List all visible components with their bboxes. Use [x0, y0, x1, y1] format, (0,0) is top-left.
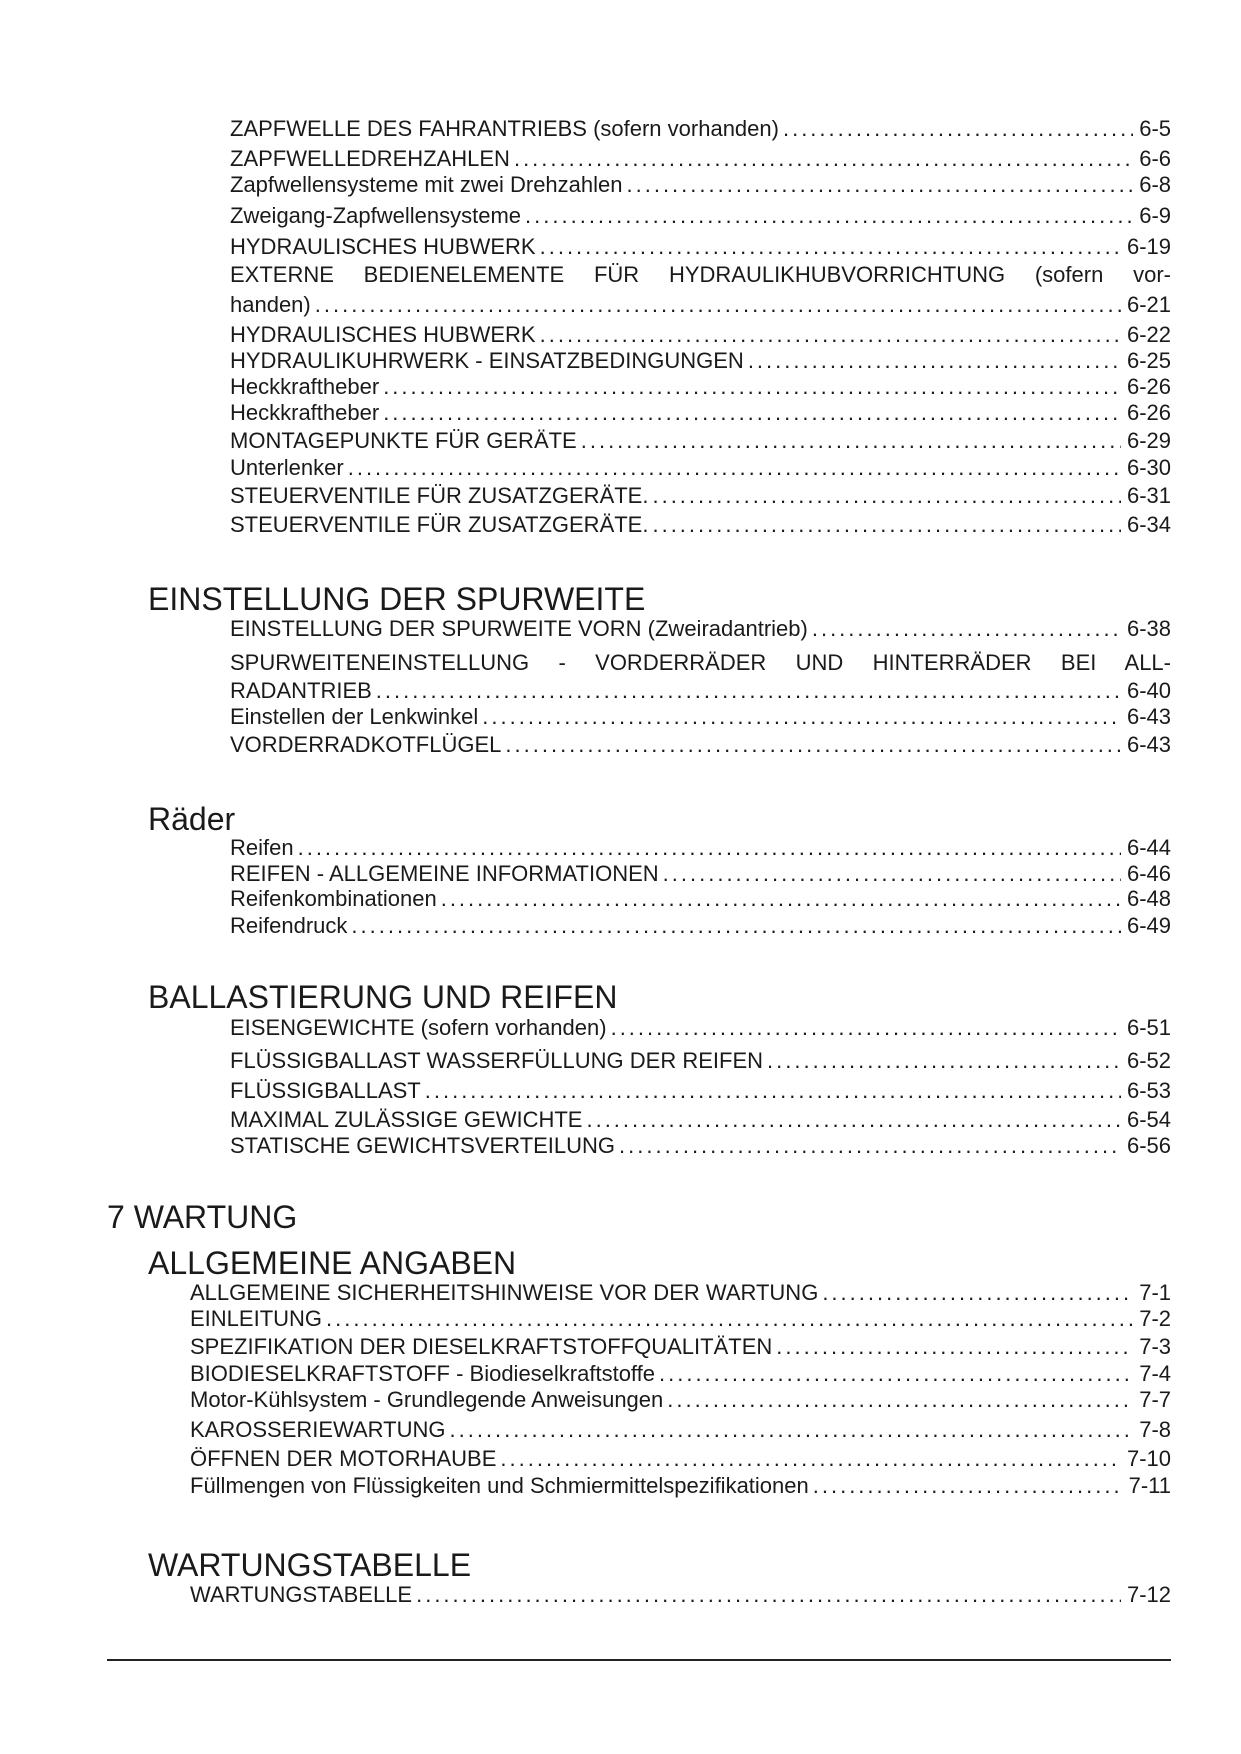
toc-entry[interactable]	[230, 732, 1171, 758]
dot-leader	[627, 172, 1134, 198]
toc-entry-page: 7-4	[1139, 1361, 1171, 1386]
toc-entry-page: 6-53	[1126, 1078, 1171, 1103]
toc-entry-page: 6-30	[1126, 455, 1171, 480]
toc-entry-page: 7-1	[1139, 1280, 1171, 1305]
toc-entry-page: 7-10	[1126, 1446, 1171, 1471]
toc-entry-title: BIODIESELKRAFTSTOFF - Biodieselkraftstoffe	[190, 1361, 655, 1386]
toc-entry-page: 6-31	[1126, 483, 1171, 508]
dot-leader	[500, 1446, 1121, 1472]
toc-entry[interactable]	[230, 886, 1171, 912]
dot-leader	[348, 455, 1121, 481]
toc-entry[interactable]	[230, 1107, 1171, 1133]
toc-entry-page: 6-5	[1139, 116, 1171, 141]
toc-entry-title: ZAPFWELLEDREHZAHLEN	[230, 146, 510, 171]
toc-entry[interactable]	[230, 348, 1171, 374]
toc-entry[interactable]	[230, 616, 1171, 642]
dot-leader	[822, 1280, 1133, 1306]
toc-entry-title: Zweigang-Zapfwellensysteme	[230, 203, 522, 228]
dot-leader	[540, 234, 1121, 260]
toc-entry-title: Zapfwellensysteme mit zwei Drehzahlen	[230, 172, 623, 197]
toc-entry-title: REIFEN - ALLGEMEINE INFORMATIONEN	[230, 861, 659, 886]
dot-leader	[525, 203, 1133, 229]
toc-entry-title: Reifenkombinationen	[230, 886, 437, 911]
toc-entry-page: 6-40	[1126, 678, 1171, 703]
dot-leader	[783, 116, 1133, 142]
toc-entry-page: 6-9	[1139, 203, 1171, 228]
dot-leader	[425, 1078, 1121, 1104]
dot-leader	[326, 1306, 1133, 1332]
toc-entry[interactable]	[230, 913, 1171, 939]
toc-entry[interactable]	[230, 234, 1171, 260]
toc-entry[interactable]	[230, 512, 1171, 538]
toc-entry[interactable]	[230, 455, 1171, 481]
toc-entry[interactable]	[230, 704, 1171, 730]
toc-entry-title: HYDRAULISCHES HUBWERK	[230, 322, 536, 347]
toc-entry-page: 6-34	[1126, 512, 1171, 537]
dot-leader	[514, 146, 1133, 172]
dot-leader	[351, 913, 1121, 939]
dot-leader	[748, 348, 1121, 374]
toc-entry[interactable]	[230, 1015, 1171, 1041]
toc-entry-title: ALLGEMEINE SICHERHEITSHINWEISE VOR DER WARTUNG	[190, 1280, 819, 1305]
toc-entry-page: 7-8	[1139, 1417, 1171, 1442]
toc-entry-page: 6-49	[1126, 913, 1171, 938]
toc-entry-page: 6-54	[1126, 1107, 1171, 1132]
toc-entry-page: 6-48	[1126, 886, 1171, 911]
toc-entry[interactable]	[230, 483, 1171, 509]
toc-entry-page: 7-7	[1139, 1387, 1171, 1412]
dot-leader	[652, 483, 1120, 509]
toc-entry-title: HYDRAULISCHES HUBWERK	[230, 234, 536, 259]
toc-entry[interactable]	[190, 1446, 1171, 1472]
toc-entry[interactable]	[230, 1133, 1171, 1159]
toc-entry-page: 6-29	[1126, 428, 1171, 453]
toc-entry-title-line1[interactable]: SPURWEITENEINSTELLUNG - VORDERRÄDER UND HINTERRÄDER BEI ALL-	[230, 650, 1171, 675]
toc-entry-title: EISENGEWICHTE (sofern vorhanden)	[230, 1015, 607, 1040]
section-heading[interactable]: WARTUNGSTABELLE	[148, 1547, 472, 1583]
toc-entry[interactable]	[230, 116, 1171, 142]
toc-entry[interactable]	[230, 1078, 1171, 1104]
toc-entry-page: 6-6	[1139, 146, 1171, 171]
toc-entry-page: 7-12	[1126, 1582, 1171, 1607]
dot-leader	[383, 374, 1121, 400]
toc-entry[interactable]	[230, 172, 1171, 198]
toc-entry[interactable]	[230, 861, 1171, 887]
toc-entry[interactable]	[190, 1417, 1171, 1443]
toc-entry-title: MAXIMAL ZULÄSSIGE GEWICHTE	[230, 1107, 583, 1132]
toc-entry[interactable]	[190, 1334, 1171, 1360]
toc-entry-page: 6-25	[1126, 348, 1171, 373]
toc-entry[interactable]	[190, 1582, 1171, 1608]
toc-entry[interactable]	[230, 292, 1171, 318]
section-heading[interactable]: BALLASTIERUNG UND REIFEN	[148, 979, 618, 1015]
toc-entry-title: Einstellen der Lenkwinkel	[230, 704, 479, 729]
chapter-heading[interactable]: 7 WARTUNG	[107, 1199, 298, 1235]
toc-entry-title: Motor-Kühlsystem - Grundlegende Anweisungen	[190, 1387, 664, 1412]
toc-entry-page: 6-21	[1126, 292, 1171, 317]
dot-leader	[376, 678, 1121, 704]
toc-entry-title: STEUERVENTILE FÜR ZUSATZGERÄTE.	[230, 483, 649, 508]
toc-entry-page: 6-26	[1126, 374, 1171, 399]
dot-leader	[659, 1361, 1133, 1387]
toc-entry-page: 6-26	[1126, 400, 1171, 425]
dot-leader	[813, 1473, 1123, 1499]
toc-entry-title: EINLEITUNG	[190, 1306, 323, 1331]
toc-entry-page: 6-38	[1126, 616, 1171, 641]
toc-entry[interactable]	[230, 835, 1171, 861]
toc-entry-page: 6-22	[1126, 322, 1171, 347]
dot-leader	[611, 1015, 1121, 1041]
toc-entry[interactable]	[190, 1306, 1171, 1332]
toc-entry[interactable]	[190, 1473, 1171, 1499]
toc-entry-page: 6-51	[1126, 1015, 1171, 1040]
toc-entry[interactable]	[230, 428, 1171, 454]
toc-entry-title: handen)	[230, 292, 311, 317]
dot-leader	[449, 1417, 1133, 1443]
toc-entry-page: 7-3	[1139, 1334, 1171, 1359]
toc-entry[interactable]	[190, 1361, 1171, 1387]
dot-leader	[416, 1582, 1121, 1608]
dot-leader	[482, 704, 1121, 730]
footer-rule	[107, 1659, 1171, 1661]
toc-entry[interactable]	[230, 146, 1171, 172]
toc-entry-title: STATISCHE GEWICHTSVERTEILUNG	[230, 1133, 616, 1158]
dot-leader	[540, 322, 1121, 348]
dot-leader	[776, 1334, 1133, 1360]
toc-entry-page: 6-56	[1126, 1133, 1171, 1158]
toc-entry-page: 6-43	[1126, 732, 1171, 757]
toc-entry[interactable]	[230, 1048, 1171, 1074]
dot-leader	[619, 1133, 1121, 1159]
toc-entry-page: 6-44	[1126, 835, 1171, 860]
toc-entry-title: FLÜSSIGBALLAST	[230, 1078, 421, 1103]
toc-entry-title: Reifendruck	[230, 913, 348, 938]
toc-entry-title: HYDRAULIKUHRWERK - EINSATZBEDINGUNGEN	[230, 348, 744, 373]
toc-entry-page: 7-11	[1128, 1473, 1171, 1498]
toc-entry-page: 7-2	[1139, 1306, 1171, 1331]
toc-entry-page: 6-46	[1126, 861, 1171, 886]
dot-leader	[767, 1048, 1121, 1074]
toc-entry[interactable]	[230, 322, 1171, 348]
dot-leader	[581, 428, 1121, 454]
toc-entry-title: MONTAGEPUNKTE FÜR GERÄTE	[230, 428, 577, 453]
toc-entry-title: FLÜSSIGBALLAST WASSERFÜLLUNG DER REIFEN	[230, 1048, 764, 1073]
dot-leader	[505, 732, 1121, 758]
toc-entry-page: 6-8	[1139, 172, 1171, 197]
dot-leader	[298, 835, 1121, 861]
dot-leader	[586, 1107, 1120, 1133]
toc-entry-title: KAROSSERIEWARTUNG	[190, 1417, 446, 1442]
section-heading[interactable]: ALLGEMEINE ANGABEN	[148, 1245, 517, 1281]
toc-entry-title: ZAPFWELLE DES FAHRANTRIEBS (sofern vorhanden)	[230, 116, 779, 141]
dot-leader	[652, 512, 1120, 538]
toc-entry-title: Heckkraftheber	[230, 374, 380, 399]
toc-entry-page: 6-43	[1126, 704, 1171, 729]
toc-entry-title: ÖFFNEN DER MOTORHAUBE	[190, 1446, 497, 1471]
toc-entry-title: WARTUNGSTABELLE	[190, 1582, 413, 1607]
dot-leader	[663, 861, 1121, 887]
toc-entry[interactable]	[230, 678, 1171, 704]
toc-entry[interactable]	[230, 400, 1171, 426]
toc-entry-title: EINSTELLUNG DER SPURWEITE VORN (Zweiradantrieb)	[230, 616, 808, 641]
dot-leader	[383, 400, 1121, 426]
dot-leader	[441, 886, 1121, 912]
toc-entry[interactable]	[190, 1387, 1171, 1413]
toc-entry[interactable]	[190, 1280, 1171, 1306]
toc-entry-title: STEUERVENTILE FÜR ZUSATZGERÄTE.	[230, 512, 649, 537]
toc-entry-title: Reifen	[230, 835, 294, 860]
dot-leader	[315, 292, 1121, 318]
section-heading[interactable]: Räder	[148, 801, 236, 837]
dot-leader	[812, 616, 1121, 642]
toc-entry-title: Unterlenker	[230, 455, 344, 480]
toc-entry[interactable]	[230, 203, 1171, 229]
toc-entry-title: RADANTRIEB	[230, 678, 372, 703]
toc-entry-title: SPEZIFIKATION DER DIESELKRAFTSTOFFQUALITÄTEN	[190, 1334, 773, 1359]
toc-entry-title: Heckkraftheber	[230, 400, 380, 425]
toc-entry-title: VORDERRADKOTFLÜGEL	[230, 732, 502, 757]
dot-leader	[667, 1387, 1133, 1413]
toc-entry[interactable]	[230, 374, 1171, 400]
toc-entry-title: Füllmengen von Flüssigkeiten und Schmiermittelspezifikationen	[190, 1473, 809, 1498]
section-heading[interactable]: EINSTELLUNG DER SPURWEITE	[148, 581, 646, 617]
toc-entry-title-line1[interactable]: EXTERNE BEDIENELEMENTE FÜR HYDRAULIKHUBVORRICHTUNG (sofern vor-	[230, 262, 1171, 287]
toc-entry-page: 6-19	[1126, 234, 1171, 259]
toc-entry-page: 6-52	[1126, 1048, 1171, 1073]
